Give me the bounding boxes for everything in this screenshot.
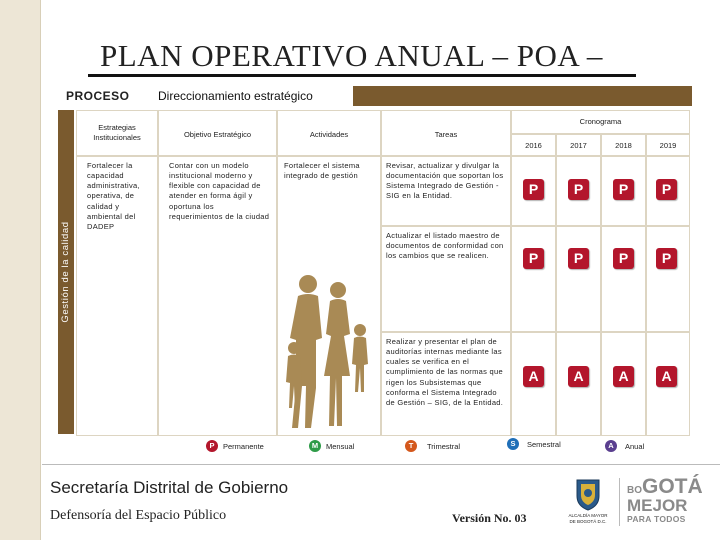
cell-tarea-3 — [382, 333, 510, 435]
cell-2017-row2 — [557, 227, 600, 331]
proceso-value: Direccionamiento estratégico — [148, 86, 353, 106]
mark-row1-2018: P — [613, 179, 634, 200]
mark-row2-2016: P — [523, 248, 544, 269]
header-tareas-text: Tareas — [434, 130, 458, 139]
mark-row2-2018: P — [613, 248, 634, 269]
mark-row1-2019: P — [656, 179, 677, 200]
legend-dot: A — [605, 440, 617, 452]
header-year-2017 — [557, 135, 600, 155]
actividad-text: Fortalecer el sistema integrado de gestión — [284, 161, 360, 181]
proceso-label: PROCESO — [58, 86, 148, 106]
header-cronograma-text: Cronograma — [579, 117, 622, 126]
footer-organization: Secretaría Distrital de Gobierno — [50, 478, 289, 497]
estrategia-text: Fortalecer la capacidad administrativa, operativa, de calidad y ambiental del DADEP — [87, 161, 140, 231]
footer-version: Versión No. 03 — [452, 511, 527, 525]
logo-line1-big: GOTÁ — [642, 475, 703, 498]
cell-estrategia — [77, 157, 157, 435]
mark-row3-2018: A — [613, 366, 634, 387]
objetivo-text: Contar con un modelo institucional moderno y flexible con capacidad de atender en forma ágil y oportuna los requerimientos de la ciudad — [169, 161, 270, 221]
crest-caption: ALCALDÍA MAYOR DE BOGOTÁ D.C. — [568, 513, 608, 524]
legend-label: Trimestral — [427, 442, 461, 451]
header-year-text: 2019 — [659, 141, 677, 150]
header-year-2019 — [647, 135, 689, 155]
header-year-text: 2016 — [525, 141, 542, 150]
legend-label: Semestral — [527, 440, 561, 449]
proceso-bar — [148, 86, 692, 106]
mark-row3-2019: A — [656, 366, 677, 387]
header-estrategias-text: Estrategias Institucionales — [93, 123, 141, 142]
logo-line2: MEJOR — [627, 496, 688, 515]
legend-dot: M — [309, 440, 321, 452]
header-year-text: 2018 — [615, 141, 632, 150]
cell-2019-row2 — [647, 227, 689, 331]
mark-row2-2019: P — [656, 248, 677, 269]
header-year-2016 — [512, 135, 555, 155]
cell-tarea-1 — [382, 157, 510, 225]
legend-label: Anual — [625, 442, 645, 451]
left-decorative-strip — [0, 0, 40, 540]
side-label: Gestión de la calidad — [60, 221, 71, 323]
logo-line1-small: BO — [627, 485, 642, 496]
mark-row3-2016: A — [523, 366, 544, 387]
header-year-text: 2017 — [570, 141, 587, 150]
cell-2018-row2 — [602, 227, 645, 331]
mark-row2-2017: P — [568, 248, 589, 269]
legend-label: Mensual — [326, 442, 355, 451]
cell-2016-row2 — [512, 227, 555, 331]
legend-dot: P — [206, 440, 218, 452]
tarea-text: Actualizar el listado maestro de documentos de conformidad con los cambios que se realicen. — [386, 231, 504, 261]
bogota-mejor-logo — [627, 476, 707, 524]
cell-objetivo — [159, 157, 276, 435]
title-underline — [88, 74, 636, 77]
header-estrategias — [77, 111, 157, 155]
header-cronograma — [512, 111, 689, 133]
footer-divider — [42, 464, 720, 465]
logo-divider — [619, 478, 620, 526]
family-silhouette-icon — [280, 268, 380, 430]
tarea-text: Revisar, actualizar y divulgar la documentación que soportan los Sistema Integrado de Gestión - SIG en la Entidad. — [386, 161, 504, 201]
mark-row1-2016: P — [523, 179, 544, 200]
logo-line3: PARA TODOS — [627, 514, 686, 524]
header-objetivo-text: Objetivo Estratégico — [183, 130, 252, 139]
footer-subtitle: Defensoría del Espacio Público — [50, 508, 227, 523]
mark-row3-2017: A — [568, 366, 589, 387]
cell-tarea-2 — [382, 227, 510, 331]
header-actividades-text: Actividades — [309, 130, 349, 139]
legend-dot: T — [405, 440, 417, 452]
tarea-text: Realizar y presentar el plan de auditorías internas mediante las cuales se verifica en el cumplimiento de las normas que rigen los Subsistemas que conforma el Sistema Integrado de Gestión – SIG, de la Entidad. — [386, 337, 504, 407]
bogota-crest-icon — [574, 478, 602, 511]
left-divider-line — [40, 0, 41, 540]
legend-dot: S — [507, 438, 519, 450]
header-year-2018 — [602, 135, 645, 155]
header-tareas — [382, 111, 510, 155]
mark-row1-2017: P — [568, 179, 589, 200]
page-title: PLAN OPERATIVO ANUAL – POA – — [100, 38, 603, 73]
legend-label: Permanente — [223, 442, 264, 451]
header-actividades — [278, 111, 380, 155]
header-objetivo — [159, 111, 276, 155]
